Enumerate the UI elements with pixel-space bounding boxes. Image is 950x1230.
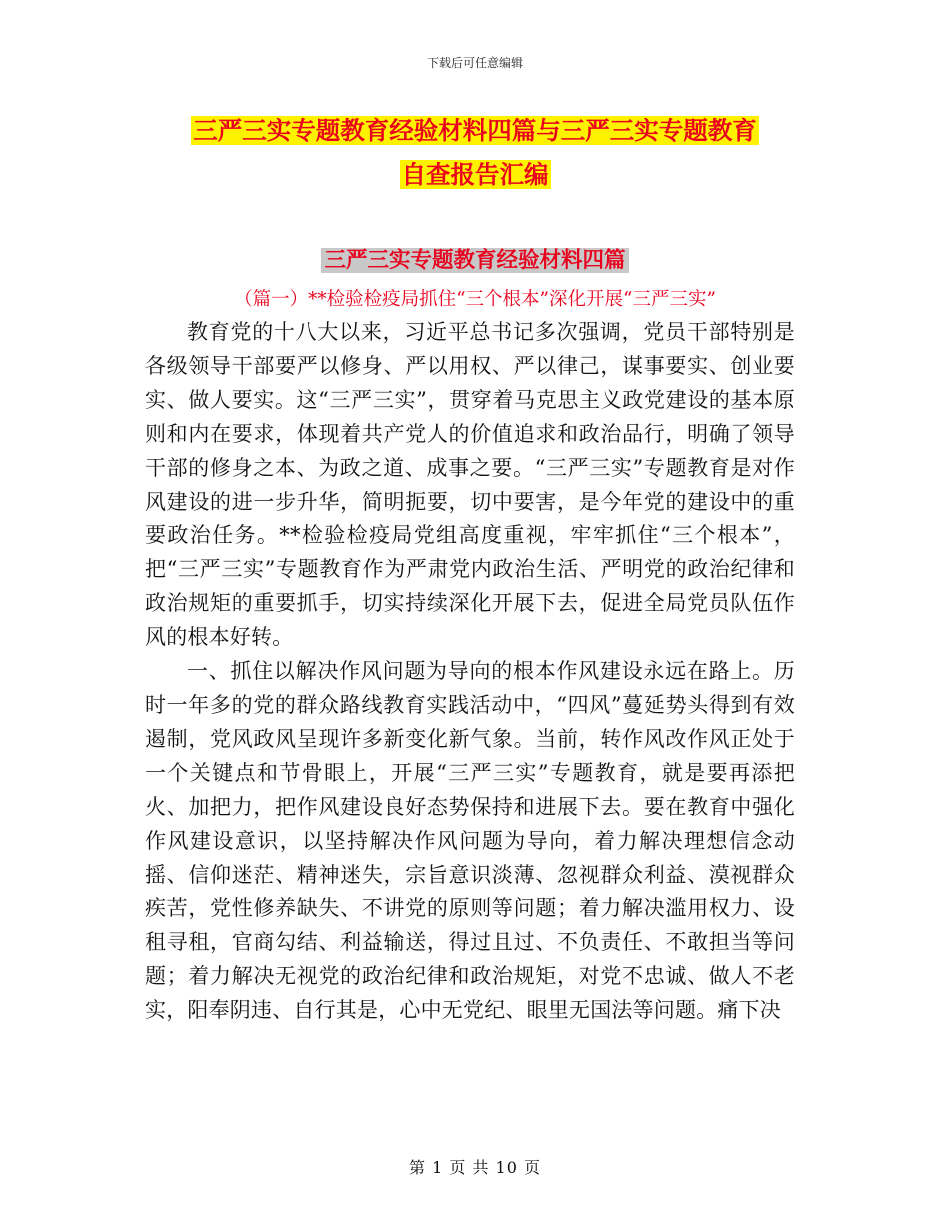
document-title-line1	[0, 112, 950, 150]
document-title-line2	[0, 156, 950, 194]
article-subtitle: （篇一）**检验检疫局抓住“三个根本”深化开展“三严三实”	[234, 289, 716, 310]
section-title-highlight: 三严三实专题教育经验材料四篇	[321, 248, 628, 273]
header-note: 下载后可任意编辑	[426, 56, 523, 70]
title-highlight: 自查报告汇编	[401, 160, 549, 189]
section-title	[0, 244, 950, 278]
paragraph: 教育党的十八大以来，习近平总书记多次强调，党员干部特别是各级领导干部要严以修身、严以用权、严以律己，谋事要实、创业要实、做人要实。这“三严三实”，贯穿着马克思主义政党建设的基本原则和内在要求，体现着共产党人的价值追求和政治品行，明确了领导干部的修身之本、为政之道、成事之要。“三严三实”专题教育是对作风建设的进一步升华，简明扼要，切中要害，是今年党的建设中的重要政治任务。**检验检疫局党组高度重视，牢牢抓住“三个根本”，把“三严三实”专题教育作为严肃党内政治生活、严明党的政治纪律和政治规矩的重要抓手，切实持续深化开展下去，促进全局党员队伍作风的根本好转。	[145, 320, 795, 650]
body-text	[145, 316, 795, 1028]
page-number: 第 1 页 共 10 页	[409, 1158, 541, 1177]
paragraph: 一、抓住以解决作风问题为导向的根本作风建设永远在路上。历时一年多的党的群众路线教育实践活动中，“四风”蔓延势头得到有效遏制，党风政风呈现许多新变化新气象。当前，转作风改作风正处于一个关键点和节骨眼上，开展“三严三实”专题教育，就是要再添把火、加把力，把作风建设良好态势保持和进展下去。要在教育中强化作风建设意识，以坚持解决作风问题为导向，着力解决理想信念动摇、信仰迷茫、精神迷失，宗旨意识淡薄、忽视群众利益、漠视群众疾苦，党性修养缺失、不讲党的原则等问题；着力解决滥用权力、设租寻租，官商勾结、利益输送，得过且过、不负责任、不敢担当等问题；着力解决无视党的政治纪律和政治规矩，对党不忠诚、做人不老实，阳奉阴违、自行其是，心中无党纪、眼里无国法等问题。痛下决	[145, 659, 795, 1023]
title-highlight: 三严三实专题教育经验材料四篇与三严三实专题教育	[193, 116, 757, 145]
